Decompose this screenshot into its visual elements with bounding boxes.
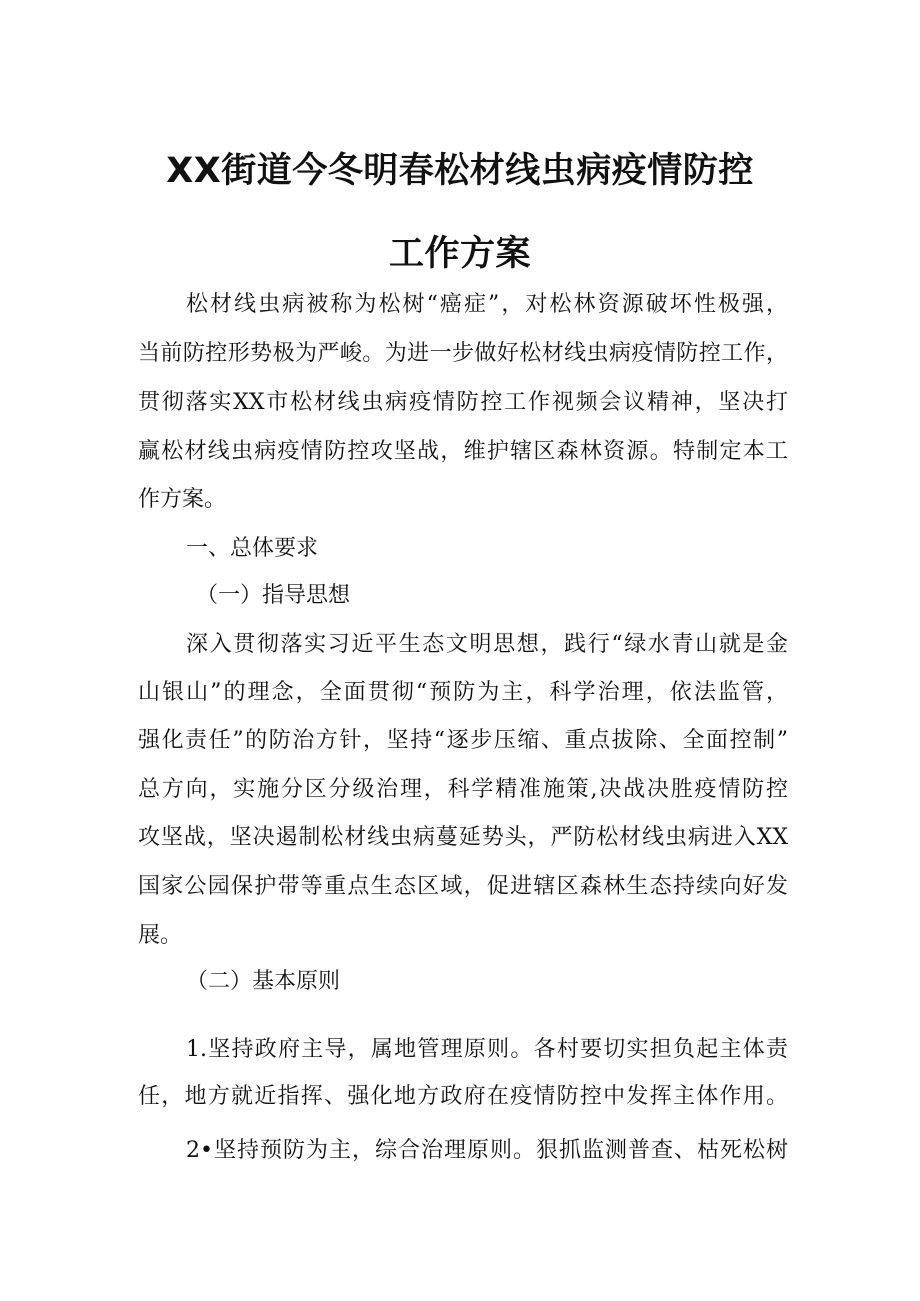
subsection-heading: （一）指导思想 xyxy=(196,583,351,608)
guiding-line: 国家公园保护带等重点生态区域，促进辖区森林生态持续向好发 xyxy=(138,874,788,899)
document-title-line-1: XX街道今冬明春松材线虫病疫情防控 xyxy=(166,151,754,191)
subsection-heading: （二）基本原则 xyxy=(186,969,341,994)
guiding-line: 展。 xyxy=(138,923,183,948)
intro-line: 贯彻落实XX市松材线虫病疫情防控工作视频会议精神，坚决打 xyxy=(138,390,788,415)
guiding-line: 攻坚战，坚决遏制松材线虫病蔓延势头，严防松材线虫病进入XX xyxy=(138,825,788,850)
intro-line: 作方案。 xyxy=(138,487,227,512)
intro-line: 赢松材线虫病疫情防控攻坚战，维护辖区森林资源。特制定本工 xyxy=(138,439,788,464)
principle-line: 任，地方就近指挥、强化地方政府在疫情防控中发挥主体作用。 xyxy=(138,1084,788,1109)
document-title-line-2: 工作方案 xyxy=(388,234,531,274)
guiding-line: 深入贯彻落实习近平生态文明思想，践行“绿水青山就是金 xyxy=(186,632,788,657)
guiding-line: 强化责任”的防治方针，坚持“逐步压缩、重点拔除、全面控制” xyxy=(138,728,788,753)
guiding-line: 总方向，实施分区分级治理，科学精准施策,决战决胜疫情防控 xyxy=(138,777,788,802)
intro-line: 松材线虫病被称为松树“癌症”，对松林资源破坏性极强， xyxy=(186,292,788,317)
principle-line: 1.坚持政府主导，属地管理原则。各村要切实担负起主体责 xyxy=(186,1037,788,1062)
guiding-line: 山银山”的理念，全面贯彻“预防为主，科学治理，依法监管， xyxy=(138,680,788,705)
principle-line: 2•坚持预防为主，综合治理原则。狠抓监测普查、枯死松树 xyxy=(186,1138,788,1163)
section-heading: 一、总体要求 xyxy=(186,536,319,561)
intro-line: 当前防控形势极为严峻。为进一步做好松材线虫病疫情防控工作， xyxy=(138,341,788,366)
